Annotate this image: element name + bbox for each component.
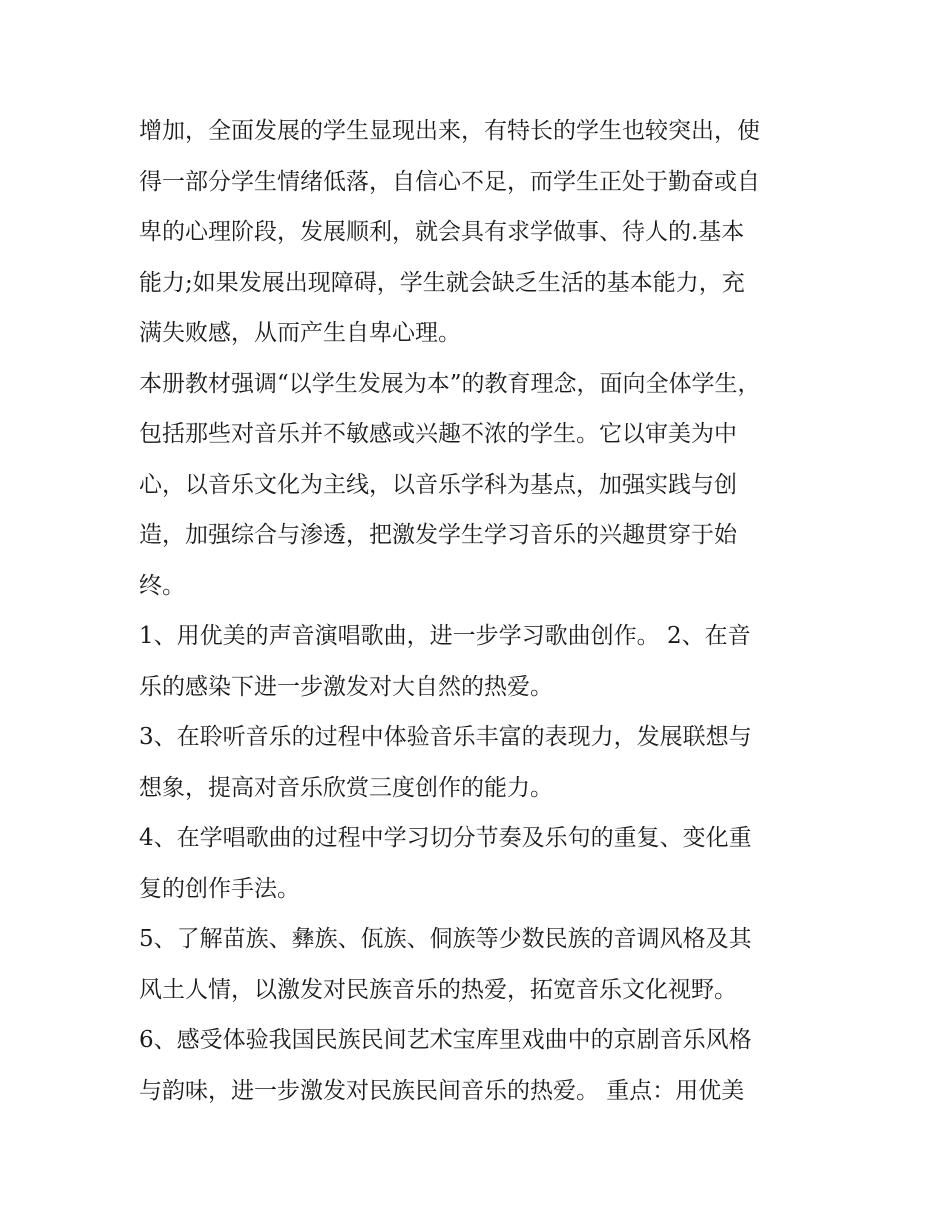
text-line: 终。 bbox=[139, 572, 185, 599]
text-line: 5、了解苗族、彝族、佤族、侗族等少数民族的音调风格及其 bbox=[139, 926, 752, 952]
text-line: 本册教材强调“以学生发展为本”的教育理念，面向全体学生， bbox=[139, 370, 761, 397]
text-line: 乐的感染下进一步激发对大自然的热爱。 bbox=[139, 673, 553, 700]
text-line: 与韵味，进一步激发对民族民间音乐的热爱。 重点：用优美 bbox=[139, 1077, 745, 1104]
text-line: 风土人情，以激发对民族音乐的热爱，拓宽音乐文化视野。 bbox=[139, 976, 737, 1003]
text-line: 得一部分学生情绪低落，自信心不足，而学生正处于勤奋或自 bbox=[139, 168, 760, 195]
text-line: 4、在学唱歌曲的过程中学习切分节奏及乐句的重复、变化重 bbox=[139, 825, 752, 851]
text-line: 包括那些对音乐并不敏感或兴趣不浓的学生。它以审美为中 bbox=[139, 421, 737, 447]
text-line: 满失败感，从而产生自卑心理。 bbox=[139, 320, 461, 346]
text-line: 3、在聆听音乐的过程中体验音乐丰富的表现力，发展联想与 bbox=[139, 724, 752, 750]
text-line: 6、感受体验我国民族民间艺术宝库里戏曲中的京剧音乐风格 bbox=[139, 1027, 752, 1053]
text-line: 增加，全面发展的学生显现出来，有特长的学生也较突出，使 bbox=[139, 118, 760, 144]
text-line: 复的创作手法。 bbox=[139, 875, 300, 902]
text-line: 心，以音乐文化为主线，以音乐学科为基点，加强实践与创 bbox=[139, 471, 737, 498]
text-line: 1、用优美的声音演唱歌曲，进一步学习歌曲创作。 2、在音 bbox=[139, 623, 751, 649]
document-body bbox=[139, 106, 819, 1116]
text-line: 想象，提高对音乐欣赏三度创作的能力。 bbox=[139, 774, 553, 801]
text-line: 卑的心理阶段，发展顺利，就会具有求学做事、待人的.基本 bbox=[139, 219, 745, 245]
text-line: 造，加强综合与渗透，把激发学生学习音乐的兴趣贯穿于始 bbox=[139, 522, 737, 548]
text-line: 能力;如果发展出现障碍，学生就会缺乏生活的基本能力，充 bbox=[139, 269, 745, 296]
